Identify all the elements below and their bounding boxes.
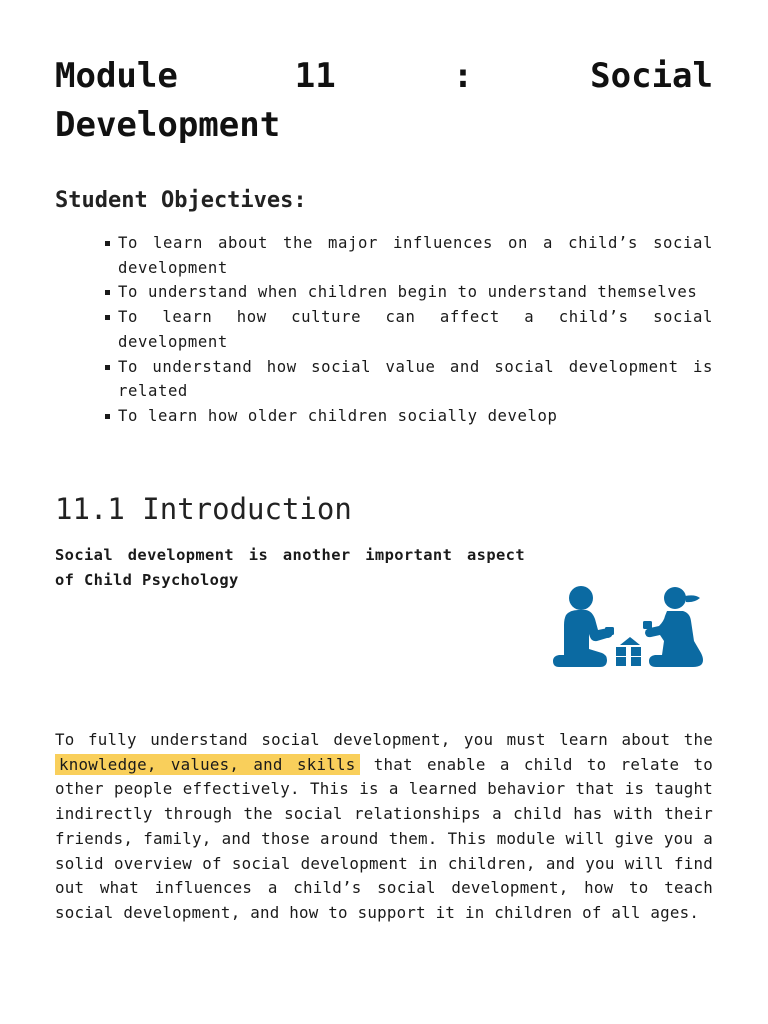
objectives-heading: Student Objectives: bbox=[55, 188, 307, 213]
intro-body-text-start: To fully understand social development, you must learn about the bbox=[55, 730, 713, 749]
module-title-number: 11 bbox=[294, 56, 336, 96]
children-playing-blocks-icon bbox=[552, 585, 709, 669]
objective-item: To learn how older children socially develop bbox=[103, 404, 713, 429]
module-title-word: Module bbox=[55, 56, 178, 96]
module-title bbox=[55, 52, 713, 150]
objective-item: To learn about the major influences on a child’s social development bbox=[103, 231, 713, 280]
section-heading: 11.1 Introduction bbox=[55, 492, 352, 526]
objective-item: To understand how social value and social development is related bbox=[103, 355, 713, 404]
intro-lead-text: Social development is another important aspect of Child Psychology bbox=[55, 546, 525, 589]
objectives-list bbox=[103, 231, 713, 429]
intro-body-paragraph bbox=[55, 728, 713, 926]
objective-item: To understand when children begin to understand themselves bbox=[103, 280, 713, 305]
module-title-line-1 bbox=[55, 52, 713, 101]
module-title-line-2: Development bbox=[55, 105, 281, 145]
highlighted-phrase: knowledge, values, and skills bbox=[55, 754, 360, 775]
objective-item: To learn how culture can affect a child’s social development bbox=[103, 305, 713, 354]
module-title-colon: : bbox=[452, 56, 474, 96]
intro-body-text-end: that enable a child to relate to other people effectively. This is a learned behavior that is taught indirectly through the social relationships a child has with their friends, family, and those around them. This module will give you a solid overview of social development in children, and you will find out what influences a child’s social development, how to teach social development, and how to support it in children of all ages. bbox=[55, 754, 713, 922]
module-title-subject: Social bbox=[590, 56, 713, 96]
